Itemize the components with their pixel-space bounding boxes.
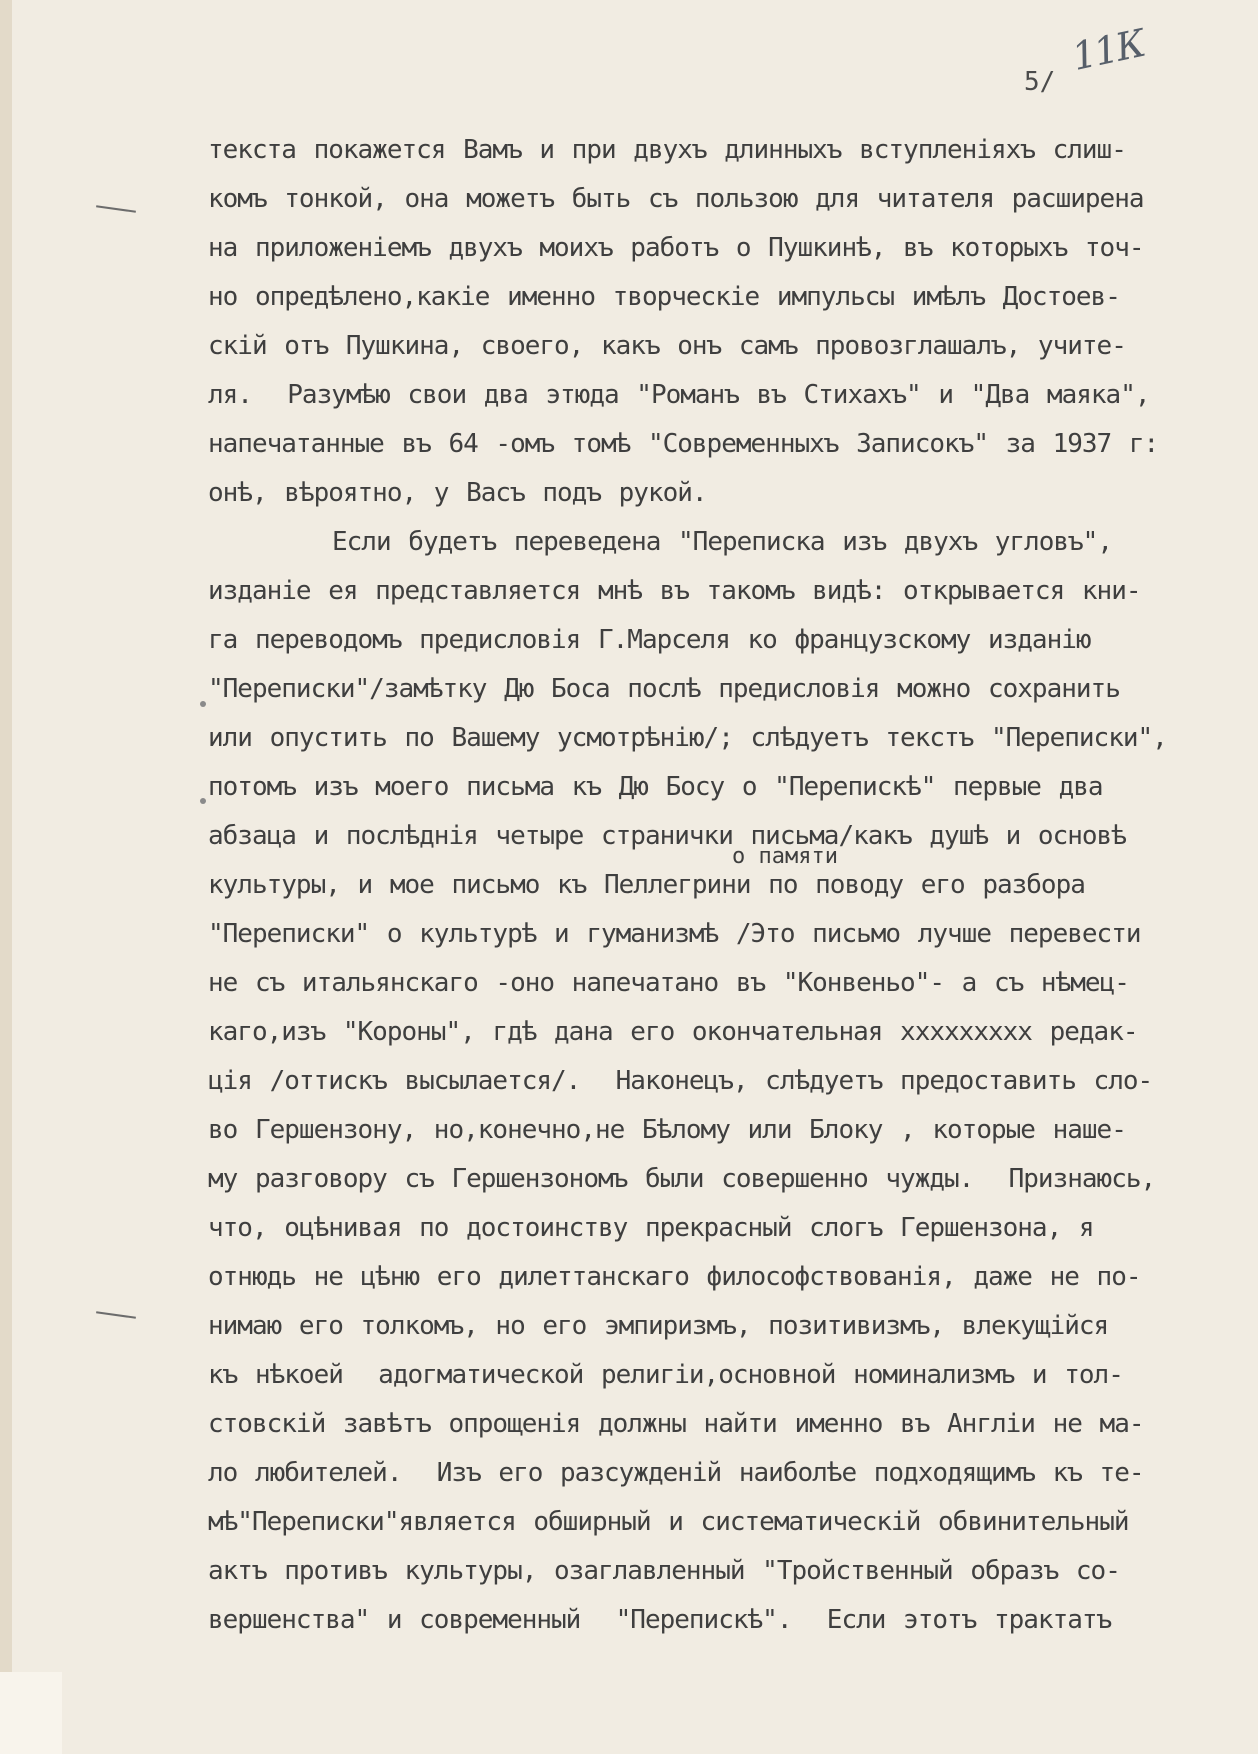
text-line: культуры, и мое письмо къ Пеллегрини по поводу его разбора	[208, 870, 1085, 900]
margin-mark	[96, 205, 136, 213]
page-number: 5/	[1024, 67, 1056, 97]
text-line: вершенства" и современный "Перепискѣ". Если этотъ трактатъ	[208, 1605, 1112, 1635]
text-line: га переводомъ предисловiя Г.Марселя ко французскому изданiю	[208, 625, 1091, 655]
text-line: скiй отъ Пушкина, своего, какъ онъ самъ провозглашалъ, учите-	[208, 331, 1126, 361]
margin-mark	[96, 1311, 136, 1319]
text-line: актъ противъ культуры, озаглавленный "Тройственный образъ со-	[208, 1556, 1120, 1586]
text-line: на приложенiемъ двухъ моихъ работъ о Пушкинѣ, въ которыхъ точ-	[208, 233, 1144, 263]
text-line: изданiе ея представляется мнѣ въ такомъ видѣ: открывается кни-	[208, 576, 1141, 606]
text-line: каго,изъ "Короны", гдѣ дана его окончательная xxxxxxxxx редак-	[208, 1017, 1138, 1047]
text-line: абзаца и послѣднiя четыре странички письма/какъ душѣ и основѣ	[208, 821, 1126, 851]
text-line: ло любителей. Изъ его разсужденiй наиболѣе подходящимъ къ те-	[208, 1458, 1144, 1488]
text-line: "Переписки"/замѣтку Дю Боса послѣ предисловiя можно сохранить	[208, 674, 1120, 704]
text-line: потомъ изъ моего письма къ Дю Босу о "Перепискѣ" первые два	[208, 772, 1103, 802]
text-line: что, оцѣнивая по достоинству прекрасный слогъ Гершензона, я	[208, 1213, 1094, 1243]
margin-dot	[200, 701, 206, 707]
text-line: онѣ, вѣроятно, у Васъ подъ рукой.	[208, 478, 707, 508]
text-line: къ нѣкоей адогматической религiи,основной номинализмъ и тол-	[208, 1360, 1123, 1390]
paper-corner	[0, 1672, 62, 1754]
interlinear-insertion: о памяти	[732, 844, 838, 869]
text-line: но опредѣлено,какiе именно творческiе импульсы имѣлъ Достоев-	[208, 282, 1120, 312]
paragraph-start-line: Если будетъ переведена "Переписка изъ двухъ угловъ",	[332, 527, 1112, 557]
text-line: отнюдь не цѣню его дилеттанскаго философствованiя, даже не по-	[208, 1262, 1141, 1292]
text-line: "Переписки" о культурѣ и гуманизмѣ /Это письмо лучше перевести	[208, 919, 1141, 949]
text-line: му разговору съ Гершензономъ были совершенно чужды. Признаюсь,	[208, 1164, 1156, 1194]
margin-dot	[200, 798, 206, 804]
text-line: текста покажется Вамъ и при двухъ длинныхъ вступленiяхъ слиш-	[208, 135, 1126, 165]
paper-edge-shadow	[0, 0, 12, 1754]
text-line: комъ тонкой, она можетъ быть съ пользою для читателя расширена	[208, 184, 1144, 214]
text-line: или опустить по Вашему усмотрѣнiю/; слѣдуетъ текстъ "Переписки",	[208, 723, 1167, 753]
text-line: во Гершензону, но,конечно,не Бѣлому или Блоку , которые нашe-	[208, 1115, 1126, 1145]
text-line: мѣ"Переписки"является обширный и систематическiй обвинительный	[208, 1507, 1129, 1537]
archive-number: 11К	[1068, 21, 1148, 79]
text-line: цiя /оттискъ высылается/. Наконецъ, слѣдуетъ предоставить сло-	[208, 1066, 1153, 1096]
text-line: ля. Разумѣю свои два этюда "Романъ въ Стихахъ" и "Два маяка",	[208, 380, 1150, 410]
text-line: напечатанные въ 64 -омъ томѣ "Современныхъ Записокъ" за 1937 г:	[208, 429, 1159, 459]
typed-letter-text	[208, 126, 1238, 1645]
text-line: стовскiй завѣтъ опрощенiя должны найти именно въ Англiи не ма-	[208, 1409, 1144, 1439]
text-line: не съ итальянскаго -оно напечатано въ "Конвеньо"- а съ нѣмец-	[208, 968, 1129, 998]
text-line: нимаю его толкомъ, но его эмпиризмъ, позитивизмъ, влекущiйся	[208, 1311, 1109, 1341]
